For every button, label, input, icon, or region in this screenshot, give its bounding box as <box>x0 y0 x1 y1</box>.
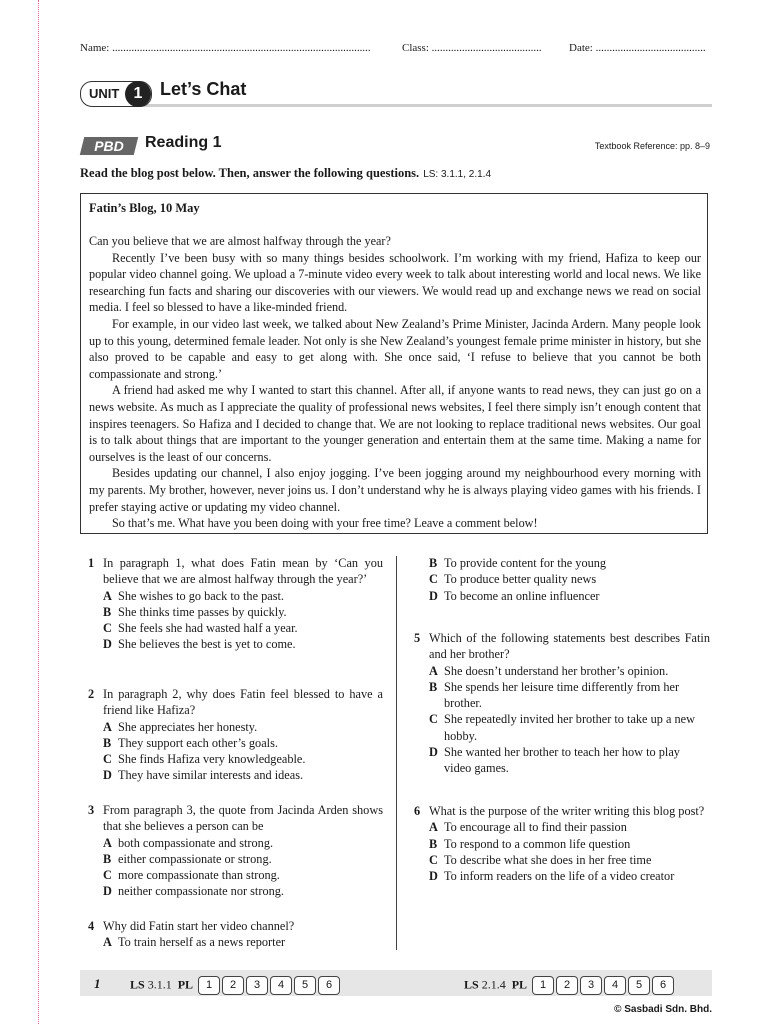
answer-option[interactable]: A To train herself as a news reporter <box>103 935 286 950</box>
answer-option[interactable]: A She appreciates her honesty. <box>103 719 258 734</box>
pl-box[interactable]: 1 <box>198 976 220 995</box>
pl-box[interactable]: 6 <box>318 976 340 995</box>
pl-box[interactable]: 2 <box>556 976 578 995</box>
pl-box[interactable]: 4 <box>270 976 292 995</box>
pl-box[interactable]: 3 <box>580 976 602 995</box>
pl-box[interactable]: 6 <box>652 976 674 995</box>
answer-option[interactable]: B To provide content for the young <box>429 556 607 570</box>
textbook-reference: Textbook Reference: pp. 8–9 <box>594 141 710 151</box>
question-1: 1 In paragraph 1, what does Fatin mean by ‘Can you believe that we are almost halfway through the year?’ A She wishes to go back to the past. B She thinks time passes by quickly. C She feels she had wasted half a year. D She believes the best is yet to come. <box>88 556 383 652</box>
margin-dotted-line <box>38 0 39 1024</box>
column-divider <box>396 556 397 950</box>
class-field: Class: ........................................ <box>402 42 542 54</box>
answer-option[interactable]: D They have similar interests and ideas. <box>103 768 304 783</box>
answer-option[interactable]: C To produce better quality news <box>429 572 597 587</box>
question-stem: Which of the following statements best describes Fatin and her brother? <box>429 631 710 662</box>
answer-option[interactable]: B She spends her leisure time differently from her brother. <box>429 679 680 711</box>
answer-option[interactable]: D To become an online influencer <box>429 588 600 603</box>
answer-option[interactable]: A She doesn’t understand her brother’s opinion. <box>429 663 669 678</box>
answer-option[interactable]: D neither compassionate nor strong. <box>103 884 284 899</box>
pl-box[interactable]: 1 <box>532 976 554 995</box>
section-title: Reading 1 <box>145 134 222 151</box>
question-3: 3 From paragraph 3, the quote from Jacinda Arden shows that she believes a person can be A both compassionate and strong. B either compassionate or strong. C more compassionate than strong. D neither compassionate nor strong. <box>88 803 383 899</box>
blog-paragraph: For example, in our video last week, we talked about New Zealand’s Prime Minister, Jacinda Ardern. Many people look up to this young, determined female leader. Not only is she New Zealand’s youngest female prime minister in history, but she also proved to be capable and easy to get along with. She once said, ‘I refuse to believe that you cannot be both compassionate and strong.’ <box>89 316 701 381</box>
question-4-continued <box>414 555 710 604</box>
question-stem: Why did Fatin start her video channel? <box>103 919 295 933</box>
blog-paragraph: A friend had asked me why I wanted to start this channel. After all, if anyone wants to read news, they can just go on a news website. As much as I appreciate the quality of professional news websites, I feel there simply isn’t enough content that inspires teenagers. So Hafiza and I decided to change that. We are not looking to replace traditional news websites. Our goal is to talk about things that are important to the younger generation and entertain them at the same time. Making a name for ourselves is the least of our concerns. <box>89 383 701 464</box>
answer-option[interactable]: C To describe what she does in her free time <box>429 852 652 867</box>
question-4: 4 Why did Fatin start her video channel? A To train herself as a news reporter <box>88 918 383 951</box>
unit-header <box>80 78 712 108</box>
answer-option[interactable]: B To respond to a common life question <box>429 836 631 851</box>
pl-box[interactable]: 4 <box>604 976 626 995</box>
blog-paragraph: Recently I’ve been busy with so many things besides schoolwork. I’m working with my friend, Hafiza to keep our popular video channel going. We upload a 7-minute video every week to talk about interesting world and local news. We like researching fun facts and sharing our discoveries with our viewers. We would read up and exchange news we read on social media. I feel so blessed to have a like-minded friend. <box>89 250 701 315</box>
pl-box[interactable]: 5 <box>294 976 316 995</box>
answer-option[interactable]: B She thinks time passes by quickly. <box>103 604 287 619</box>
answer-option[interactable]: C She repeatedly invited her brother to take up a new hobby. <box>429 712 695 743</box>
question-5: 5 Which of the following statements best describes Fatin and her brother? A She doesn’t understand her brother’s opinion. B She spends her leisure time differently from her brother. C She repeatedly invited her brother to take up a new hobby. D She wanted her brother to teach her how to play video games. <box>414 631 710 776</box>
answer-option[interactable]: A She wishes to go back to the past. <box>103 588 284 603</box>
blog-paragraph: Besides updating our channel, I also enjoy jogging. I’ve been jogging around my neighbourhood every morning with my parents. My brother, however, never joins us. I don’t understand why he is always playing video games with his friends. I prefer staying active or updating my video channel. <box>89 466 701 514</box>
question-stem: In paragraph 2, why does Fatin feel blessed to have a friend like Hafiza? <box>103 687 383 718</box>
unit-number: 1 <box>125 81 151 107</box>
question-stem: From paragraph 3, the quote from Jacinda Arden shows that she believes a person can be <box>103 803 383 834</box>
answer-option[interactable]: B They support each other’s goals. <box>103 735 278 750</box>
blog-body <box>89 233 701 532</box>
learning-standards: LS: 3.1.1, 2.1.4 <box>423 169 492 180</box>
answer-option[interactable]: D She wanted her brother to teach her how to play video games. <box>429 745 680 776</box>
unit-badge <box>80 81 152 107</box>
pl-box[interactable]: 3 <box>246 976 268 995</box>
answer-option[interactable]: C She feels she had wasted half a year. <box>103 621 298 636</box>
question-6: 6 What is the purpose of the writer writing this blog post? A To encourage all to find their passion B To respond to a common life question C To describe what she does in her free time D To inform readers on the life of a video creator <box>414 803 710 884</box>
blog-paragraph: So that’s me. What have you been doing with your free time? Leave a comment below! <box>112 516 538 531</box>
unit-rule <box>140 104 712 107</box>
answer-option[interactable]: C She finds Hafiza very knowledgeable. <box>103 752 306 767</box>
pbd-badge: PBD <box>80 137 138 155</box>
pl-box[interactable]: 2 <box>222 976 244 995</box>
answer-option[interactable]: D She believes the best is yet to come. <box>103 637 296 652</box>
answer-option[interactable]: A To encourage all to find their passion <box>429 820 627 835</box>
footer-left-ls: LS 3.1.1 PL 1 2 3 4 5 6 <box>130 976 340 995</box>
question-stem: In paragraph 1, what does Fatin mean by ‘Can you believe that we are almost halfway through the year?’ <box>103 556 383 587</box>
answer-option[interactable]: B either compassionate or strong. <box>103 851 272 866</box>
instruction-text: Read the blog post below. Then, answer the following questions. <box>80 166 420 180</box>
date-field: Date: ........................................ <box>569 42 706 54</box>
blog-post-box <box>80 193 708 534</box>
instruction <box>80 166 491 181</box>
blog-paragraph: Can you believe that we are almost halfway through the year? <box>89 234 391 248</box>
question-2: 2 In paragraph 2, why does Fatin feel blessed to have a friend like Hafiza? A She appreciates her honesty. B They support each other’s goals. C She finds Hafiza very knowledgeable. D They have similar interests and ideas. <box>88 687 383 783</box>
copyright: © Sasbadi Sdn. Bhd. <box>614 1004 712 1015</box>
answer-option[interactable]: A both compassionate and strong. <box>103 835 274 850</box>
blog-title: Fatin’s Blog, 10 May <box>89 201 200 215</box>
unit-label: UNIT <box>89 86 120 101</box>
footer-right-ls: LS 2.1.4 PL 1 2 3 4 5 6 <box>464 976 674 995</box>
name-field: Name: .............................................................................................. <box>80 42 371 54</box>
unit-title: Let’s Chat <box>160 79 247 99</box>
pl-box[interactable]: 5 <box>628 976 650 995</box>
page-number: 1 <box>94 976 101 991</box>
answer-option[interactable]: D To inform readers on the life of a video creator <box>429 869 675 884</box>
question-stem: What is the purpose of the writer writing this blog post? <box>429 804 705 818</box>
answer-option[interactable]: C more compassionate than strong. <box>103 868 280 883</box>
